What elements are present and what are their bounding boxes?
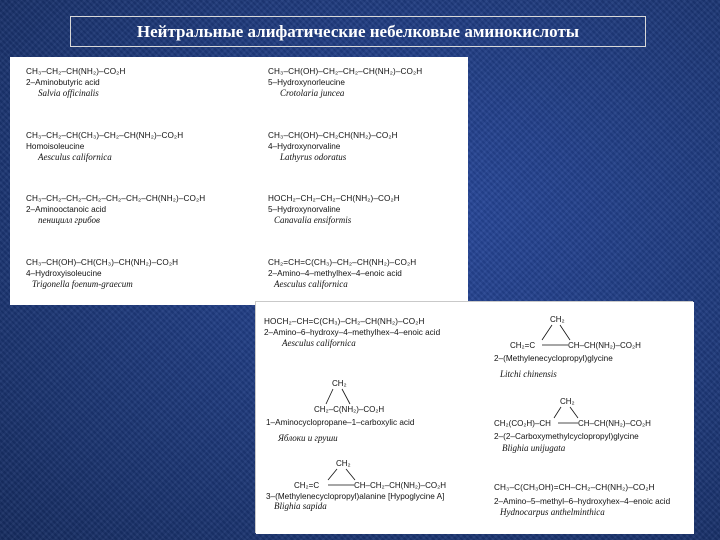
plant-source: Litchi chinensis [500,369,557,379]
compound-name: 2–Aminobutyric acid [26,78,100,87]
formula: CH₃–C(CH₃OH)=CH–CH₂–CH(NH₂)–CO₂H [494,483,655,492]
bond-line [542,325,552,340]
structure-label: CH₂ [550,315,565,324]
structure-label: CH₂=C [510,341,536,350]
compound-name: 1–Aminocyclopropane–1–carboxylic acid [266,418,415,427]
amino-acid-entry [26,257,178,290]
amino-acid-entry [26,66,125,99]
formula: CH₃–CH₂–CH₂–CH₂–CH₂–CH₂–CH(NH₂)–CO₂H [26,194,206,203]
plant-source: Hydnocarpus anthelminthica [500,507,605,517]
structure-label: CH₂(CO₂H)–CH [494,419,551,428]
page-title: Нейтральные алифатические небелковые аминокислоты [136,21,580,41]
bond-line [554,407,561,418]
bond-line [346,469,355,480]
plant-source: Trigonella foenum-graecum [32,279,133,289]
structure-entry [494,396,684,453]
structure-entry [494,314,684,379]
plant-source: Blighia unijugata [502,443,566,453]
structure-label: CH–CH(NH₂)–CO₂H [568,341,641,350]
compound-name: 3–(Methylenecyclopropyl)alanine [Hypoglycine A] [266,492,445,501]
cyclopropane-structure [494,396,684,432]
amino-acid-panel-2 [256,302,694,534]
plant-source: Blighia sapida [274,501,327,511]
plant-source: Яблоки и груши [278,433,338,443]
plant-source: Aesculus californica [38,152,112,162]
amino-acid-entry [268,66,422,99]
formula: CH₃–CH(OH)–CH₂CH(NH₂)–CO₂H [268,131,398,140]
cyclopropane-structure [494,314,684,354]
amino-acid-entry [268,193,400,226]
plant-source: Crotolaria juncea [280,88,345,98]
structure-label: CH–CH(NH₂)–CO₂H [578,419,651,428]
amino-acid-entry [264,316,440,349]
plant-source: Aesculus californica [282,338,356,348]
compound-name: 2–(2–Carboxymethylcyclopropyl)glycine [494,432,639,441]
bond-line [326,389,333,404]
compound-name: 2–Amino–5–methyl–6–hydroxyhex–4–enoic acid [494,497,671,506]
compound-name: Homoisoleucine [26,142,85,151]
compound-name: 2–Amino–4–methylhex–4–enoic acid [268,269,402,278]
compound-name: 5–Hydroxynorleucine [268,78,345,87]
formula: HOCH₂–CH₂–CH₂–CH(NH₂)–CO₂H [268,194,400,203]
amino-acid-entry [26,130,183,163]
compound-name: 2–Amino–6–hydroxy–4–methylhex–4–enoic acid [264,328,441,337]
plant-source: Salvia officinalis [38,88,99,98]
structure-label: CH–CH₂–CH(NH₂)–CO₂H [354,481,446,490]
plant-source: Aesculus californica [274,279,348,289]
amino-acid-entry [494,482,670,518]
amino-acid-entry [268,130,398,163]
plant-source: Lathyrus odoratus [280,152,347,162]
compound-name: 2–(Methylenecyclopropyl)glycine [494,354,613,363]
compound-name: 2–Aminooctanoic acid [26,205,107,214]
formula: CH₂=CH=C(CH₃)–CH₂–CH(NH₂)–CO₂H [268,258,417,267]
structure-entry [266,458,486,511]
compound-name: 4–Hydroxyisoleucine [26,269,102,278]
plant-source: Canavalia ensiformis [274,215,352,225]
plant-source: пеницилл грибов [38,215,100,225]
bond-line [560,325,570,340]
formula: HOCH₂–CH=C(CH₃)–CH₂–CH(NH₂)–CO₂H [264,317,425,326]
bond-line [328,469,337,480]
structure-label: CH₂ [336,459,351,468]
cyclopropane-structure [266,458,486,492]
structure-label: CH₂ [560,397,575,406]
amino-acid-entry [268,257,416,290]
structure-label: CH₂–C(NH₂)–CO₂H [314,405,385,414]
formula: CH₃–CH(OH)–CH₂–CH₂–CH(NH₂)–CO₂H [268,67,423,76]
title-box [70,16,646,47]
cyclopropane-structure [266,378,436,418]
formula: CH₃–CH(OH)–CH(CH₃)–CH(NH₂)–CO₂H [26,258,179,267]
compound-name: 5–Hydroxynorvaline [268,205,341,214]
amino-acid-entry [26,193,205,226]
structure-label: CH₂ [332,379,347,388]
structure-label: CH₂=C [294,481,320,490]
bond-line [570,407,578,418]
formula: CH₃–CH₂–CH(NH₂)–CO₂H [26,67,126,76]
amino-acid-panel-1 [10,57,468,305]
structure-entry [266,378,436,443]
bond-line [342,389,350,404]
compound-name: 4–Hydroxynorvaline [268,142,341,151]
formula: CH₃–CH₂–CH(CH₃)–CH₂–CH(NH₂)–CO₂H [26,131,184,140]
